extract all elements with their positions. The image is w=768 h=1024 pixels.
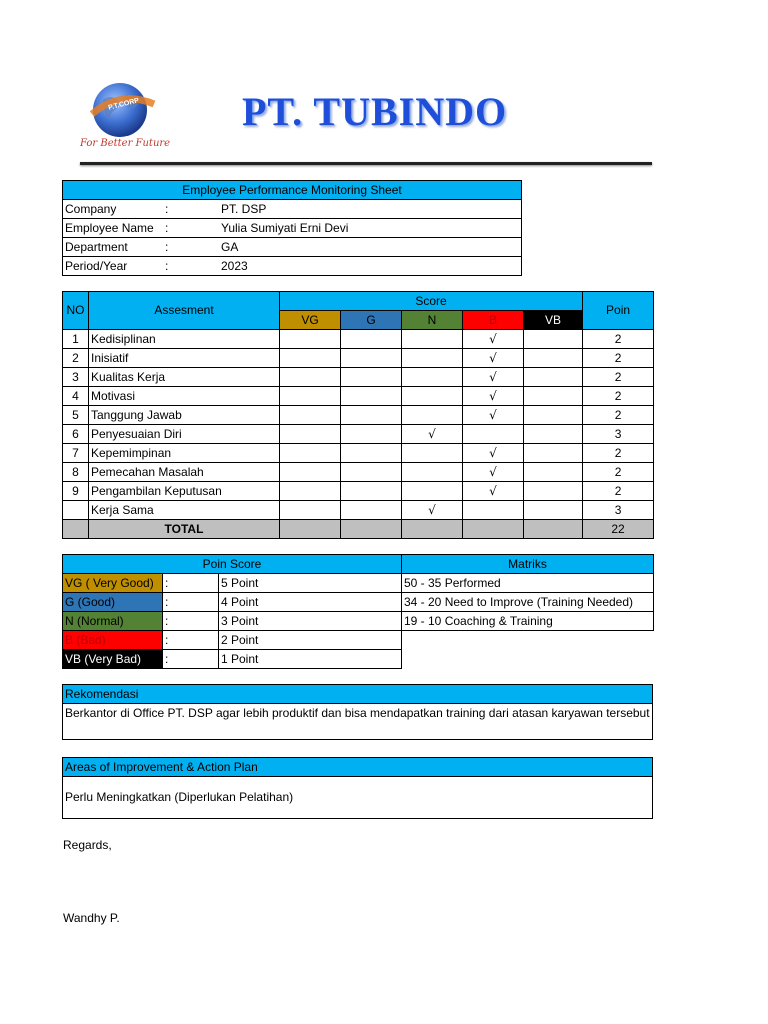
score-cell (280, 330, 341, 349)
row-number: 1 (63, 330, 89, 349)
assessment-row (63, 463, 654, 482)
check-mark: √ (463, 463, 524, 482)
row-criteria: Penyesuaian Diri (89, 425, 280, 444)
score-cell (280, 425, 341, 444)
legend-label: G (Good) (63, 593, 163, 612)
rekomendasi-text: Berkantor di Office PT. DSP agar lebih produktif dan bisa mendapatkan training dari atasan karyawan tersebut (62, 704, 653, 740)
score-cell (524, 387, 583, 406)
row-criteria: Pengambilan Keputusan (89, 482, 280, 501)
score-cell (402, 463, 463, 482)
areas-text: Perlu Meningkatkan (Diperlukan Pelatihan) (62, 777, 653, 819)
assessment-row (63, 444, 654, 463)
score-cell (524, 444, 583, 463)
score-cell (341, 330, 402, 349)
info-row (63, 200, 522, 219)
row-criteria: Kualitas Kerja (89, 368, 280, 387)
row-poin: 2 (583, 406, 654, 425)
row-poin: 3 (583, 501, 654, 520)
row-number: 4 (63, 387, 89, 406)
assessment-row (63, 482, 654, 501)
score-cell (402, 368, 463, 387)
assessment-row (63, 387, 654, 406)
info-value: PT. DSP (219, 200, 522, 219)
poin-score-title: Poin Score (63, 555, 402, 574)
info-title: Employee Performance Monitoring Sheet (63, 181, 522, 200)
logo-text: P.T.CORP (107, 97, 140, 112)
legend-points: 3 Point (219, 612, 402, 631)
tagline: For Better Future (80, 138, 171, 149)
score-cell (402, 330, 463, 349)
score-cell (280, 387, 341, 406)
score-cell (280, 444, 341, 463)
assessment-row (63, 425, 654, 444)
total-blank (63, 520, 89, 539)
score-cell (280, 368, 341, 387)
legend-separator: : (163, 612, 219, 631)
legend-label: VB (Very Bad) (63, 650, 163, 669)
check-mark: √ (463, 444, 524, 463)
row-criteria: Motivasi (89, 387, 280, 406)
score-cell (524, 501, 583, 520)
assessment-row (63, 368, 654, 387)
row-number: 7 (63, 444, 89, 463)
company-logo (78, 80, 178, 155)
score-cell (524, 406, 583, 425)
col-score: Score (280, 292, 583, 311)
score-cell (524, 463, 583, 482)
check-mark: √ (463, 349, 524, 368)
row-poin: 3 (583, 425, 654, 444)
row-poin: 2 (583, 463, 654, 482)
row-poin: 2 (583, 482, 654, 501)
score-cell (341, 444, 402, 463)
info-row (63, 257, 522, 276)
score-cell (341, 387, 402, 406)
matriks-title: Matriks (402, 555, 654, 574)
score-cell (341, 482, 402, 501)
check-mark: √ (402, 501, 463, 520)
score-cell (524, 425, 583, 444)
legend-row (63, 593, 654, 612)
row-number: 8 (63, 463, 89, 482)
info-label: Company (63, 200, 164, 219)
legend-separator: : (163, 631, 219, 650)
rekomendasi-title: Rekomendasi (62, 684, 653, 704)
info-table (62, 180, 522, 276)
assessment-row (63, 501, 654, 520)
score-cell (463, 501, 524, 520)
total-blank (524, 520, 583, 539)
row-criteria: Pemecahan Masalah (89, 463, 280, 482)
score-cell (402, 349, 463, 368)
matriks-item: 34 - 20 Need to Improve (Training Needed) (402, 593, 654, 612)
score-cell (341, 368, 402, 387)
legend-separator: : (163, 574, 219, 593)
legend-points: 4 Point (219, 593, 402, 612)
score-col-vg: VG (280, 311, 341, 330)
rekomendasi-section (62, 684, 653, 740)
score-cell (341, 501, 402, 520)
score-cell (524, 330, 583, 349)
matriks-blank (402, 631, 654, 669)
legend-separator: : (163, 650, 219, 669)
legend-points: 2 Point (219, 631, 402, 650)
row-poin: 2 (583, 368, 654, 387)
legend-table (62, 554, 654, 669)
score-cell (280, 482, 341, 501)
col-assesment: Assesment (89, 292, 280, 330)
assessment-row (63, 349, 654, 368)
info-value: Yulia Sumiyati Erni Devi (219, 219, 522, 238)
info-label: Department (63, 238, 164, 257)
col-poin: Poin (583, 292, 654, 330)
score-cell (524, 368, 583, 387)
legend-label: N (Normal) (63, 612, 163, 631)
total-label: TOTAL (89, 520, 280, 539)
assessment-row (63, 330, 654, 349)
check-mark: √ (463, 368, 524, 387)
legend-row (63, 574, 654, 593)
score-cell (402, 444, 463, 463)
info-rows (63, 200, 522, 276)
legend-separator: : (163, 593, 219, 612)
col-no: NO (63, 292, 89, 330)
score-cell (280, 501, 341, 520)
row-number: 2 (63, 349, 89, 368)
legend-points: 1 Point (219, 650, 402, 669)
row-poin: 2 (583, 444, 654, 463)
header-divider (80, 162, 652, 165)
info-row (63, 238, 522, 257)
regards-text: Regards, (63, 838, 112, 852)
row-criteria: Inisiatif (89, 349, 280, 368)
signer-name: Wandhy P. (63, 911, 120, 925)
score-cell (402, 406, 463, 425)
info-separator: : (163, 257, 219, 276)
total-blank (280, 520, 341, 539)
score-cell (341, 425, 402, 444)
row-criteria: Kedisiplinan (89, 330, 280, 349)
row-criteria: Kepemimpinan (89, 444, 280, 463)
company-title: PT. TUBINDO (242, 89, 508, 134)
legend-label: VG ( Very Good) (63, 574, 163, 593)
check-mark: √ (402, 425, 463, 444)
check-mark: √ (463, 387, 524, 406)
check-mark: √ (463, 482, 524, 501)
score-cell (341, 406, 402, 425)
info-value: 2023 (219, 257, 522, 276)
total-blank (463, 520, 524, 539)
row-poin: 2 (583, 349, 654, 368)
total-blank (341, 520, 402, 539)
row-number: 3 (63, 368, 89, 387)
score-col-n: N (402, 311, 463, 330)
score-cell (341, 463, 402, 482)
info-label: Employee Name (63, 219, 164, 238)
legend-label: B (Bad) (63, 631, 163, 650)
assessment-row (63, 406, 654, 425)
info-separator: : (163, 238, 219, 257)
score-cell (341, 349, 402, 368)
info-separator: : (163, 200, 219, 219)
row-criteria: Kerja Sama (89, 501, 280, 520)
row-poin: 2 (583, 330, 654, 349)
legend-points: 5 Point (219, 574, 402, 593)
score-col-vb: VB (524, 311, 583, 330)
row-number: 5 (63, 406, 89, 425)
matriks-item: 19 - 10 Coaching & Training (402, 612, 654, 631)
info-value: GA (219, 238, 522, 257)
row-number: 6 (63, 425, 89, 444)
total-value: 22 (583, 520, 654, 539)
row-criteria: Tanggung Jawab (89, 406, 280, 425)
info-label: Period/Year (63, 257, 164, 276)
areas-title: Areas of Improvement & Action Plan (62, 757, 653, 777)
row-number (63, 501, 89, 520)
score-cell (280, 463, 341, 482)
legend-row (63, 612, 654, 631)
score-cell (524, 482, 583, 501)
info-separator: : (163, 219, 219, 238)
score-cell (280, 349, 341, 368)
total-blank (402, 520, 463, 539)
score-cell (280, 406, 341, 425)
score-cell (402, 482, 463, 501)
assessment-table (62, 291, 654, 539)
score-cell (524, 349, 583, 368)
score-col-b: B (463, 311, 524, 330)
score-cell (463, 425, 524, 444)
info-row (63, 219, 522, 238)
score-cell (402, 387, 463, 406)
score-col-g: G (341, 311, 402, 330)
row-number: 9 (63, 482, 89, 501)
areas-section (62, 757, 653, 819)
check-mark: √ (463, 330, 524, 349)
legend-row (63, 631, 654, 650)
matriks-item: 50 - 35 Performed (402, 574, 654, 593)
row-poin: 2 (583, 387, 654, 406)
check-mark: √ (463, 406, 524, 425)
